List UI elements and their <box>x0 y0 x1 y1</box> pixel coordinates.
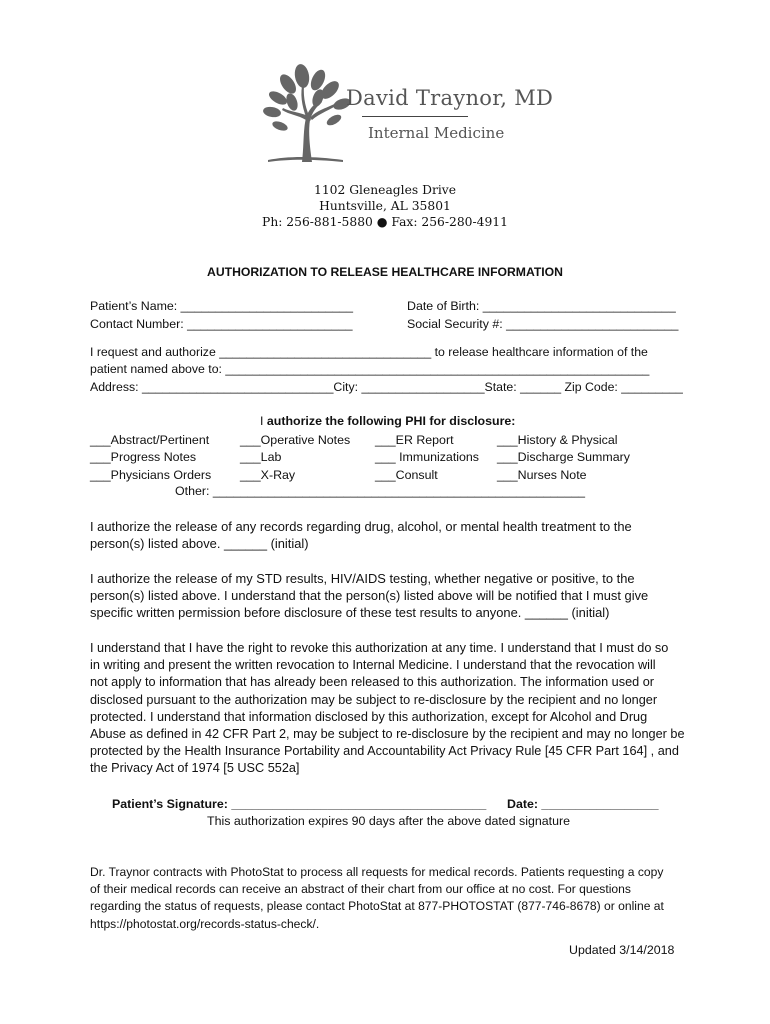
request-line-1[interactable]: I request and authorize _______________________________ to release healthcare information of the <box>90 345 648 359</box>
paragraph-line: Dr. Traynor contracts with PhotoStat to process all requests for medical records. Patients requesting a copy <box>90 865 664 879</box>
phi-option[interactable]: ___Physicians Orders <box>90 467 212 482</box>
address-line-2: Huntsville, AL 35801 <box>319 198 451 213</box>
phi-option[interactable]: ___Abstract/Pertinent <box>90 433 210 447</box>
contact-number-field[interactable]: Contact Number: ________________________ <box>90 317 353 331</box>
phi-option[interactable]: ___Nurses Note <box>497 467 587 482</box>
photostat-link[interactable]: https://photostat.org/records-status-check/. <box>90 916 320 931</box>
paragraph-line: regarding the status of requests, please contact PhotoStat at 877-PHOTOSTAT (877-746-8678) or online at <box>90 899 664 914</box>
paragraph-line: protected. I understand that information disclosed by this authorization, except for Alcohol and Drug <box>90 709 648 724</box>
std-paragraph <box>90 570 690 622</box>
phi-option[interactable]: ___Discharge Summary <box>497 450 630 465</box>
phi-option[interactable]: ___Consult <box>375 467 438 482</box>
paragraph-line[interactable]: specific written permission before disclosure of these test results to anyone. ______ (initial) <box>90 605 610 621</box>
paragraph-line: of their medical records can receive an abstract of their chart from our office at no cost. For questions <box>90 882 631 897</box>
paragraph-line: I authorize the release of my STD results, HIV/AIDS testing, whether negative or positive, to the <box>90 571 635 586</box>
patient-signature-field[interactable]: Patient’s Signature: _____________________________________ <box>112 797 487 811</box>
revocation-paragraph <box>90 640 690 778</box>
page-title: AUTHORIZATION TO RELEASE HEALTHCARE INFORMATION <box>207 265 563 279</box>
signature-date-field[interactable]: Date: _________________ <box>507 797 659 811</box>
logo-name: David Traynor, MD <box>346 86 554 110</box>
phi-option[interactable]: ___X-Ray <box>240 467 296 482</box>
paragraph-line: Abuse as defined in 42 CFR Part 2, may be subject to re-disclosure by the recipient and may no longer be <box>90 727 685 742</box>
phi-option[interactable]: ___Lab <box>240 450 282 465</box>
phi-option[interactable]: ___ER Report <box>375 433 454 447</box>
paragraph-line: protected by the Health Insurance Portability and Accountability Act Privacy Rule [45 CFR Part 164] , and <box>90 744 679 759</box>
phi-col-3 <box>375 432 479 484</box>
phi-heading-bold: authorize the following PHI for disclosure: <box>266 414 516 428</box>
phi-heading-prefix: I <box>260 414 267 428</box>
phi-option[interactable]: ___Operative Notes <box>240 433 351 447</box>
expiration-note: This authorization expires 90 days after the above dated signature <box>207 814 570 828</box>
phi-option[interactable]: ___History & Physical <box>497 433 618 447</box>
paragraph-line[interactable]: person(s) listed above. ______ (initial) <box>90 536 309 552</box>
phi-option[interactable]: ___ Immunizations <box>375 450 479 465</box>
drug-alcohol-paragraph <box>90 518 690 552</box>
phi-col-2 <box>240 432 350 484</box>
phi-col-4 <box>497 432 630 484</box>
paragraph-line: disclosed pursuant to the authorization may be subject to re-disclosure by the recipient and no longer <box>90 692 658 707</box>
paragraph-line: I authorize the release of any records regarding drug, alcohol, or mental health treatment to the <box>90 519 632 534</box>
phi-col-1 <box>90 432 211 484</box>
logo-specialty: Internal Medicine <box>368 124 505 142</box>
patient-name-field[interactable]: Patient’s Name: _________________________ <box>90 299 353 313</box>
photostat-paragraph <box>90 864 690 933</box>
request-address-line[interactable]: Address: ____________________________City: __________________State: ______ Zip Code: _________ <box>90 380 683 394</box>
paragraph-line: person(s) listed above. I understand that the person(s) listed above will be notified that I must give <box>90 588 649 604</box>
phi-other-field[interactable]: Other: ______________________________________________________ <box>175 484 585 498</box>
date-of-birth-field[interactable]: Date of Birth: ____________________________ <box>407 299 676 313</box>
request-line-2[interactable]: patient named above to: ______________________________________________________________ <box>90 362 650 376</box>
phi-heading <box>260 414 515 428</box>
social-security-field[interactable]: Social Security #: _________________________ <box>407 317 679 331</box>
paragraph-line: the Privacy Act of 1974 [5 USC 552a] <box>90 761 300 776</box>
address-line-3: Ph: 256-881-5880 ● Fax: 256-280-4911 <box>262 214 508 229</box>
phi-option[interactable]: ___Progress Notes <box>90 450 197 465</box>
logo-rule <box>362 116 468 117</box>
paragraph-line: I understand that I have the right to revoke this authorization at any time. I understand that I must do so <box>90 641 669 655</box>
address-line-1: 1102 Gleneagles Drive <box>314 183 456 197</box>
paragraph-line: in writing and present the written revocation to Internal Medicine. I understand that the revocation will <box>90 658 656 673</box>
address-block <box>235 183 535 230</box>
updated-date: Updated 3/14/2018 <box>569 943 675 957</box>
paragraph-line: not apply to information that has already been released to this authorization. The information used or <box>90 675 654 690</box>
tree-icon <box>258 60 353 165</box>
logo <box>258 60 554 170</box>
